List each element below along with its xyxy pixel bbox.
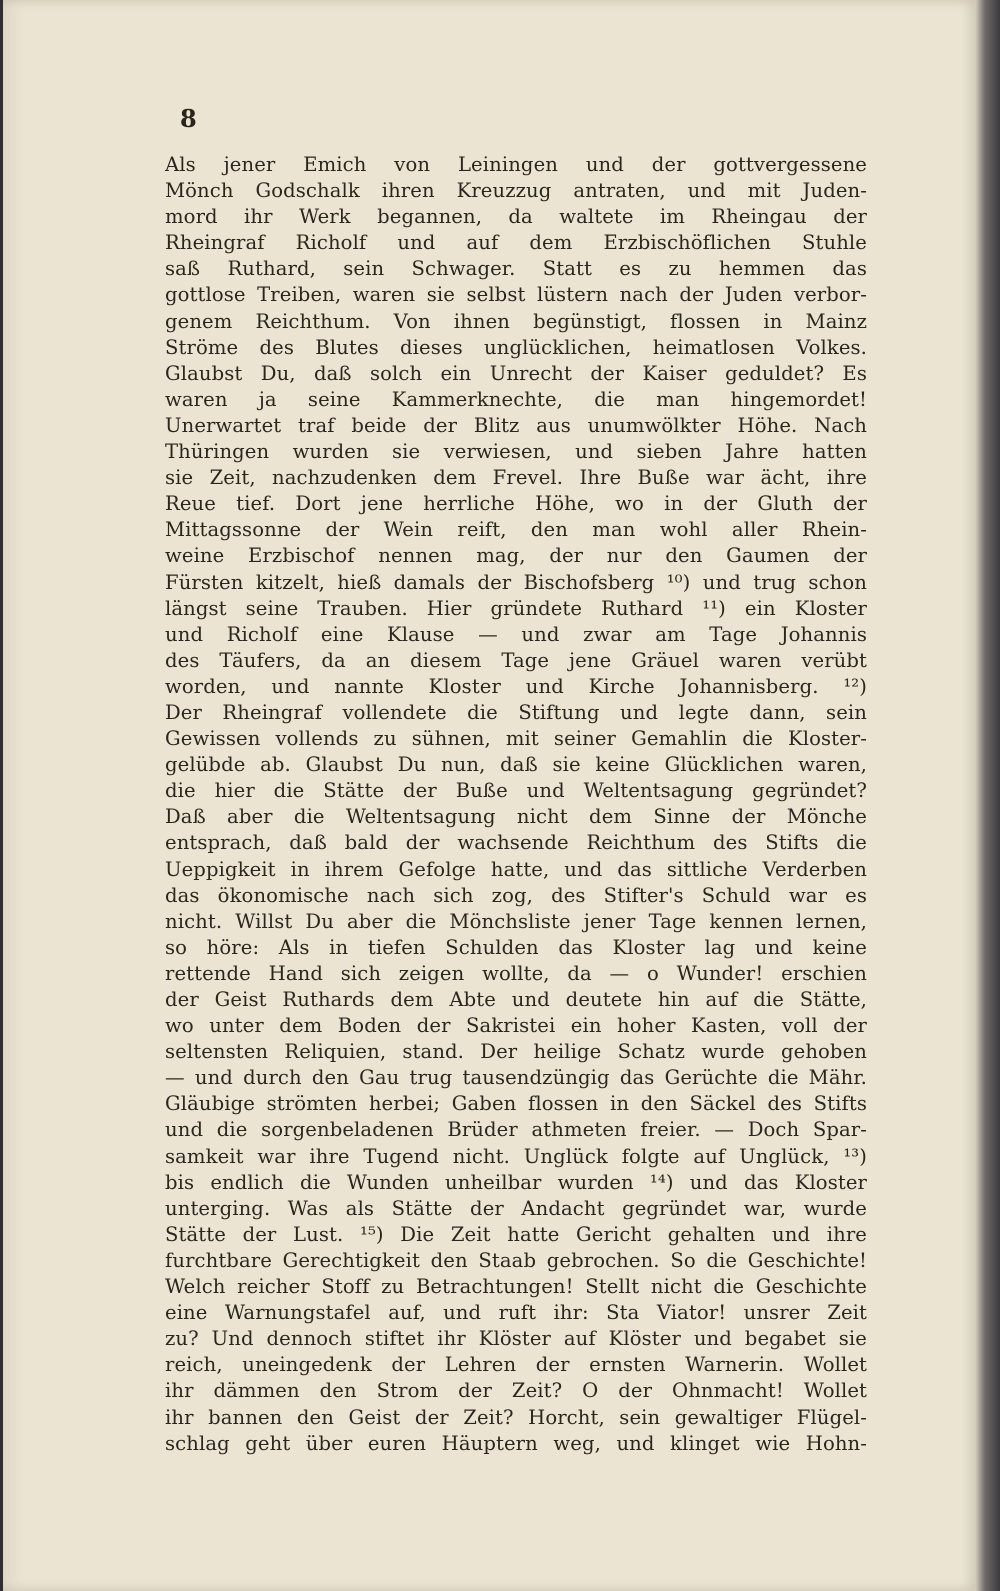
text-line: Reue tief. Dort jene herrliche Höhe, wo in der Gluth der: [165, 492, 867, 516]
text-line: der Geist Ruthards dem Abte und deutete hin auf die Stätte,: [165, 988, 867, 1011]
text-line: längst seine Trauben. Hier gründete Ruthard ¹¹) ein Kloster: [165, 596, 867, 620]
text-line: wo unter dem Boden der Sakristei ein hoher Kasten, voll der: [165, 1014, 867, 1038]
text-line: samkeit war ihre Tugend nicht. Unglück folgte auf Unglück, ¹³): [165, 1144, 867, 1168]
text-line: Unerwartet traf beide der Blitz aus unumwölkter Höhe. Nach: [165, 413, 867, 437]
page-number: 8: [180, 104, 197, 133]
text-line: Glaubst Du, daß solch ein Unrecht der Kaiser geduldet? Es: [165, 361, 867, 385]
text-line: Welch reicher Stoff zu Betrachtungen! Stellt nicht die Geschichte: [165, 1275, 867, 1299]
text-line: waren ja seine Kammerknechte, die man hingemordet!: [165, 387, 867, 411]
text-line: Ströme des Blutes dieses unglücklichen, heimatlosen Volkes.: [165, 335, 867, 359]
text-line: und die sorgenbeladenen Brüder athmeten freier. — Doch Spar-: [165, 1118, 867, 1142]
text-line: gelübde ab. Glaubst Du nun, daß sie keine Glücklichen waren,: [165, 753, 867, 777]
text-line: Als jener Emich von Leiningen und der gottvergessene: [165, 153, 867, 176]
text-line: ihr dämmen den Strom der Zeit? O der Ohnmacht! Wollet: [165, 1379, 867, 1403]
text-line: die hier die Stätte der Buße und Weltentsagung gegründet?: [165, 779, 867, 803]
text-line: mord ihr Werk begannen, da waltete im Rheingau der: [165, 205, 867, 229]
text-line: so höre: Als in tiefen Schulden das Kloster lag und keine: [165, 935, 867, 959]
text-line: genem Reichthum. Von ihnen begünstigt, flossen in Mainz: [165, 309, 867, 333]
text-line: Daß aber die Weltentsagung nicht dem Sinne der Mönche: [165, 805, 867, 829]
text-line: worden, und nannte Kloster und Kirche Johannisberg. ¹²): [165, 674, 867, 698]
text-line: zu? Und dennoch stiftet ihr Klöster auf Klöster und begabet sie: [165, 1327, 867, 1351]
text-line: eine Warnungstafel auf, und ruft ihr: Sta Viator! unsrer Zeit: [165, 1301, 867, 1325]
text-line: bis endlich die Wunden unheilbar wurden ¹⁴) und das Kloster: [165, 1170, 867, 1194]
text-line: das ökonomische nach sich zog, des Stifter's Schuld war es: [165, 883, 867, 907]
text-line: gottlose Treiben, waren sie selbst lüstern nach der Juden verbor-: [165, 283, 867, 307]
book-page: [3, 0, 975, 1591]
text-line: Ueppigkeit in ihrem Gefolge hatte, und das sittliche Verderben: [165, 857, 867, 881]
text-line: — und durch den Gau trug tausendzüngig das Gerüchte die Mähr.: [165, 1066, 867, 1090]
text-line: reich, uneingedenk der Lehren der ernsten Warnerin. Wollet: [165, 1353, 867, 1377]
text-line: weine Erzbischof nennen mag, der nur den Gaumen der: [165, 544, 867, 568]
text-line: schlag geht über euren Häuptern weg, und klinget wie Hohn-: [165, 1431, 867, 1455]
text-line: seltensten Reliquien, stand. Der heilige Schatz wurde gehoben: [165, 1040, 867, 1064]
text-line: Gewissen vollends zu sühnen, mit seiner Gemahlin die Kloster-: [165, 727, 867, 751]
text-line: und Richolf eine Klause — und zwar am Tage Johannis: [165, 622, 867, 646]
text-line: ihr bannen den Geist der Zeit? Horcht, sein gewaltiger Flügel-: [165, 1405, 867, 1429]
text-line: des Täufers, da an diesem Tage jene Gräuel waren verübt: [165, 648, 867, 672]
body-text: [165, 152, 867, 1457]
text-line: Stätte der Lust. ¹⁵) Die Zeit hatte Gericht gehalten und ihre: [165, 1222, 867, 1246]
text-line: Rheingraf Richolf und auf dem Erzbischöflichen Stuhle: [165, 231, 867, 255]
text-line: Mittagssonne der Wein reift, den man wohl aller Rhein-: [165, 518, 867, 542]
text-line: nicht. Willst Du aber die Mönchsliste jener Tage kennen lernen,: [165, 909, 867, 933]
text-line: Fürsten kitzelt, hieß damals der Bischofsberg ¹⁰) und trug schon: [165, 570, 867, 594]
page-edge: [975, 0, 1000, 1591]
text-line: entsprach, daß bald der wachsende Reichthum des Stifts die: [165, 831, 867, 855]
text-line: sie Zeit, nachzudenken dem Frevel. Ihre Buße war ächt, ihre: [165, 466, 867, 490]
text-line: saß Ruthard, sein Schwager. Statt es zu hemmen das: [165, 257, 867, 281]
text-line: Der Rheingraf vollendete die Stiftung und legte dann, sein: [165, 700, 867, 724]
text-line: Gläubige strömten herbei; Gaben flossen in den Säckel des Stifts: [165, 1092, 867, 1116]
text-line: unterging. Was als Stätte der Andacht gegründet war, wurde: [165, 1196, 867, 1220]
text-line: furchtbare Gerechtigkeit den Staab gebrochen. So die Geschichte!: [165, 1248, 867, 1272]
text-line: Thüringen wurden sie verwiesen, und sieben Jahre hatten: [165, 440, 867, 464]
text-line: rettende Hand sich zeigen wollte, da — o Wunder! erschien: [165, 961, 867, 985]
text-line: Mönch Godschalk ihren Kreuzzug antraten, und mit Juden-: [165, 179, 867, 203]
